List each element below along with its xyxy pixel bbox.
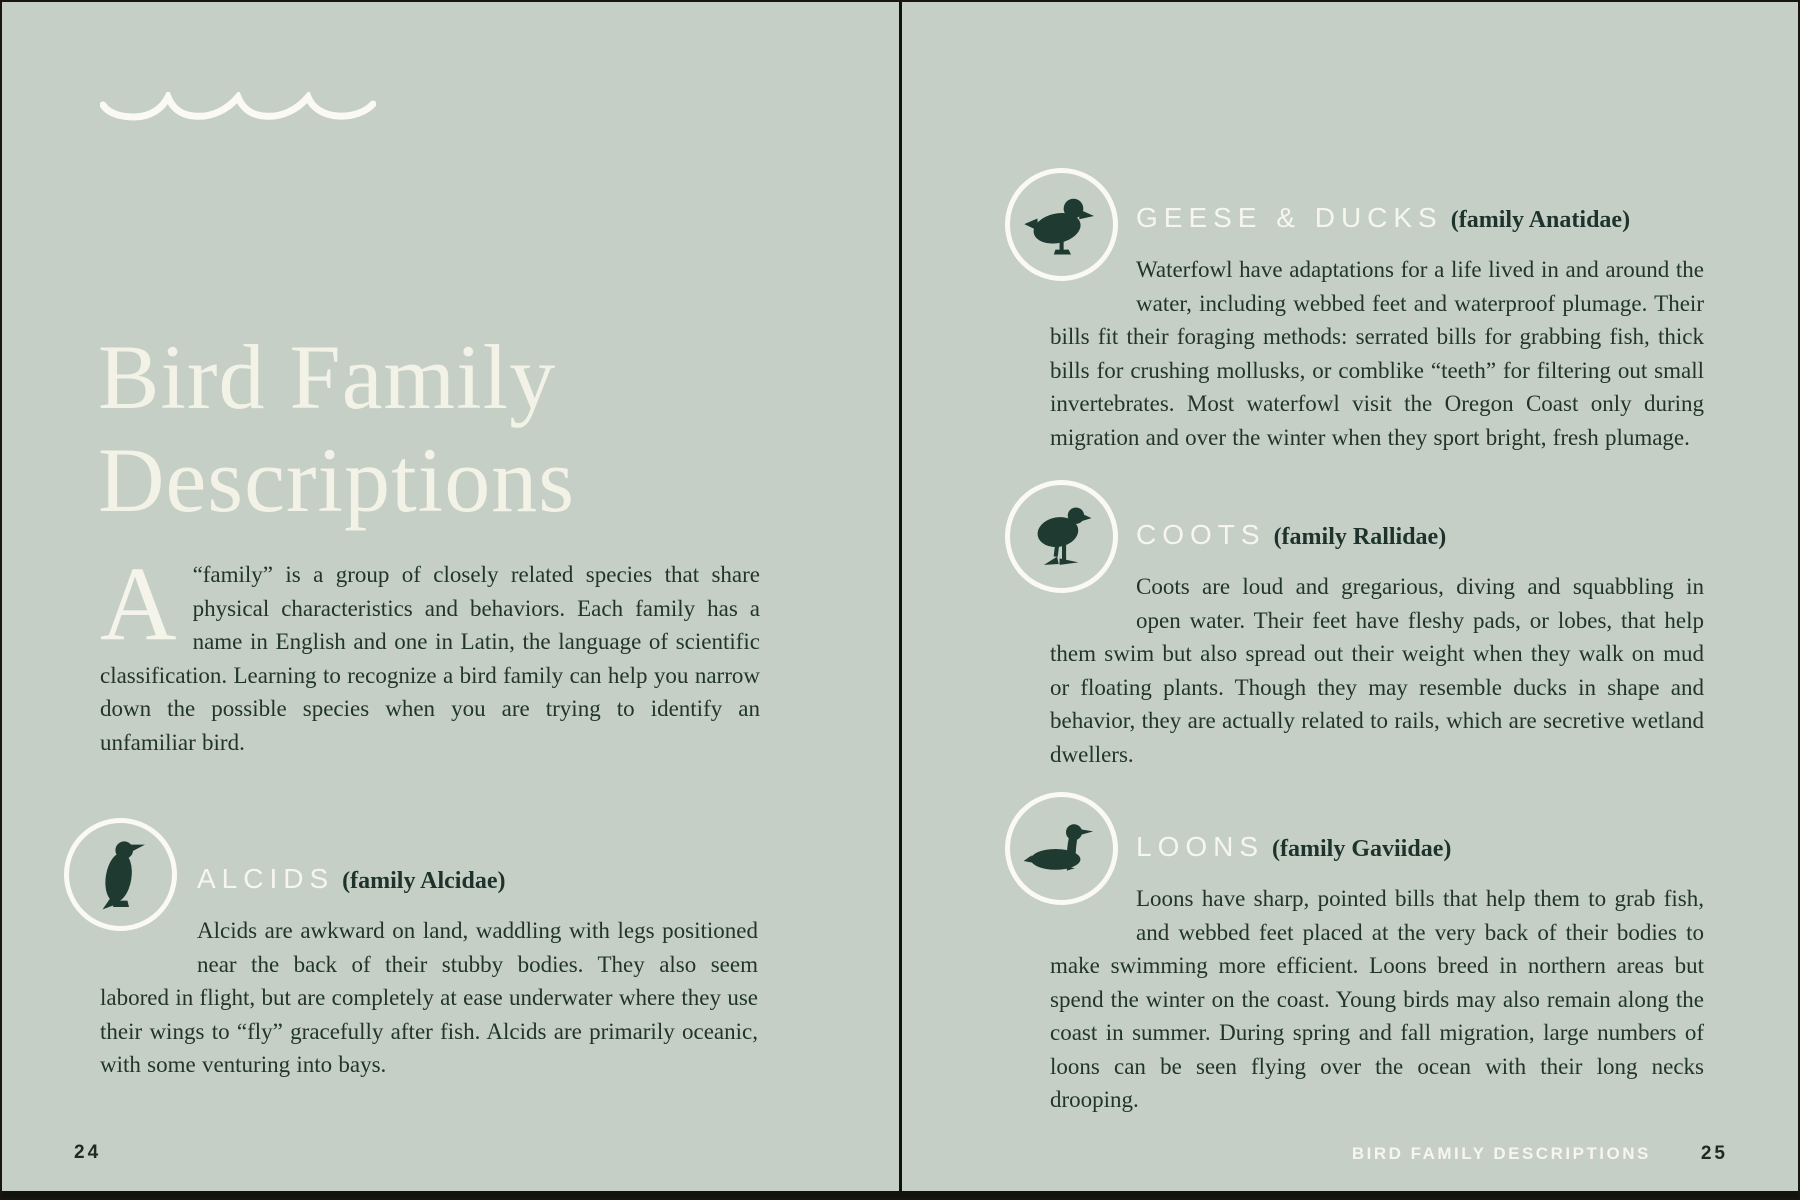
family-latin-name: (family Gaviidae) [1272,836,1452,862]
family-heading [1050,516,1704,556]
duck-badge [1005,168,1118,281]
family-section-geese-ducks [1050,168,1704,454]
loon-badge [1005,792,1118,905]
alcid-icon [81,833,161,917]
loon-icon [1020,809,1104,889]
family-name: ALCIDS [197,863,335,894]
running-header-label: BIRD FAMILY DESCRIPTIONS [1351,1144,1651,1163]
family-description: Alcids are awkward on land, waddling with legs positioned near the back of their stubby bodies. They also seem labored in flight, but are completely at ease underwater where they use their wings to “fly” gracefully after fish. Alcids are primarily oceanic, with some venturing into bays. [100,918,758,1077]
family-description: Coots are loud and gregarious, diving and squabbling in open water. Their feet have fleshy pads, or lobes, that help them swim but also spread out their weight when they walk on mud or floating plants. Though they may resemble ducks in shape and behavior, they are actually related to rails, which are secretive wetland dwellers. [1050,574,1704,767]
family-description: Loons have sharp, pointed bills that help them to grab fish, and webbed feet placed at the very back of their bodies to make swimming more efficient. Loons breed in northern areas but spend the winter on the coast. Young birds may also remain along the coast in summer. During spring and fall migration, large numbers of loons can be seen flying over the ocean with their long necks drooping. [1050,886,1704,1112]
family-description: Waterfowl have adaptations for a life lived in and around the water, including webbed feet and waterproof plumage. Their bills fit their foraging methods: serrated bills for grabbing fish, thick bills for crushing mollusks, or comblike “teeth” for filtering out small invertebrates. Most waterfowl visit the Oregon Coast only during migration and over the winter when they sport bright, fresh plumage. [1050,257,1704,450]
right-page-footer [1352,1143,1728,1165]
family-latin-name: (family Rallidae) [1273,524,1447,550]
page-title-line1: Bird Family [98,325,557,428]
family-heading [1050,828,1704,868]
wave-icon [100,92,376,129]
page-title [98,326,575,532]
alcid-badge [64,818,177,931]
family-name: LOONS [1136,831,1265,862]
family-latin-name: (family Alcidae) [342,868,506,894]
page-number-right: 25 [1700,1143,1728,1164]
page-gutter-divider [899,2,902,1200]
family-heading [100,860,758,900]
family-latin-name: (family Anatidae) [1450,207,1631,233]
book-bottom-edge [2,1191,1798,1198]
family-name: COOTS [1136,519,1266,550]
coot-icon [1021,495,1103,579]
page-title-line2: Descriptions [98,428,576,531]
family-section-coots [1050,480,1704,771]
family-name: GEESE & DUCKS [1136,202,1443,233]
drop-cap: A [100,545,177,662]
family-heading [1050,199,1704,239]
family-section-alcids [100,820,758,1082]
page-number-left: 24 [74,1142,102,1163]
intro-text: “family” is a group of closely related species that share physical characteristics and behaviors. Each family has a name in English and one in Latin, the language of scientific classification. Learning to recognize a bird family can help you narrow down the possible species when you are trying to identify an unfamiliar bird. [100,562,760,755]
duck-icon [1021,184,1103,266]
family-section-loons [1050,792,1704,1117]
intro-paragraph [100,545,760,759]
coot-badge [1005,480,1118,593]
